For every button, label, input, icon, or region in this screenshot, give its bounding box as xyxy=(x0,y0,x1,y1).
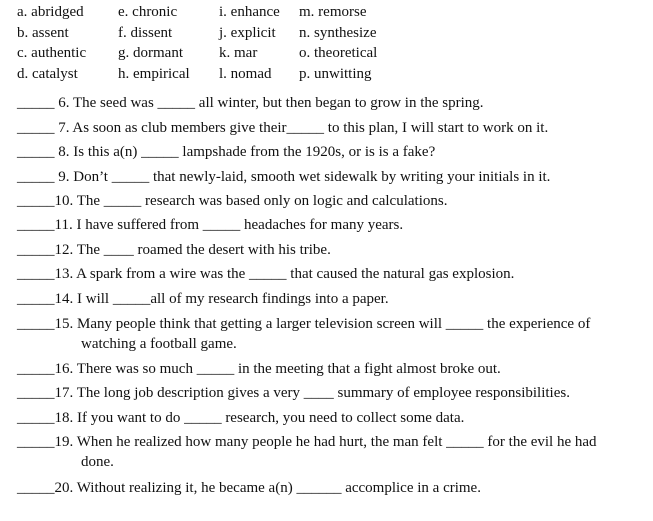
question-17 xyxy=(17,383,570,403)
question-text: _____ 8. Is this a(n) _____ lampshade from the 1920s, or is is a fake? xyxy=(17,144,436,160)
question-text: _____ 6. The seed was _____ all winter, but then began to grow in the spring. xyxy=(17,95,484,111)
question-12 xyxy=(17,240,331,260)
question-text: _____10. The _____ research was based only on logic and calculations. xyxy=(17,193,448,209)
question-text: _____19. When he realized how many people he had hurt, the man felt _____ for the evil he had xyxy=(17,434,597,450)
word-bank-entry: e. chronic xyxy=(118,4,178,20)
word-bank-entry: a. abridged xyxy=(17,4,84,20)
question-text: _____18. If you want to do _____ research, you need to collect some data. xyxy=(17,410,465,426)
question-text: _____17. The long job description gives a very ____ summary of employee responsibilities. xyxy=(17,385,570,401)
question-14 xyxy=(17,289,389,309)
question-15 xyxy=(17,314,590,354)
word-bank-entry: g. dormant xyxy=(118,45,183,61)
question-text: _____ 7. As soon as club members give their_____ to this plan, I will start to work on it. xyxy=(17,120,549,136)
question-18 xyxy=(17,408,464,428)
word-bank-entry: m. remorse xyxy=(299,4,367,20)
word-bank-entry: c. authentic xyxy=(17,45,87,61)
question-text-continued: watching a football game. xyxy=(81,336,237,352)
word-bank-entry: l. nomad xyxy=(219,65,272,82)
question-6 xyxy=(17,93,484,113)
word-bank-entry: b. assent xyxy=(17,24,69,41)
question-10 xyxy=(17,191,447,211)
word-bank-entry: p. unwitting xyxy=(299,65,372,82)
question-8 xyxy=(17,142,435,162)
question-text: _____13. A spark from a wire was the _____ that caused the natural gas explosion. xyxy=(17,266,515,282)
question-11 xyxy=(17,215,403,235)
word-bank-entry: o. theoretical xyxy=(299,45,378,61)
word-bank-entry: f. dissent xyxy=(118,24,173,41)
word-bank-entry: h. empirical xyxy=(118,65,190,82)
question-20 xyxy=(17,478,481,498)
question-7 xyxy=(17,118,548,138)
question-19 xyxy=(17,432,597,472)
question-16 xyxy=(17,359,501,379)
question-text: _____11. I have suffered from _____ headaches for many years. xyxy=(17,217,404,233)
word-bank-entry: j. explicit xyxy=(219,24,276,41)
question-text: _____14. I will _____all of my research findings into a paper. xyxy=(17,291,389,307)
question-text: _____12. The ____ roamed the desert with his tribe. xyxy=(17,242,331,258)
question-13 xyxy=(17,264,514,284)
word-bank-entry: i. enhance xyxy=(219,4,280,20)
question-text: _____15. Many people think that getting a larger television screen will _____ the experience of xyxy=(17,316,591,332)
word-bank-entry: k. mar xyxy=(219,45,258,61)
word-bank-entry: n. synthesize xyxy=(299,24,377,41)
question-text: _____ 9. Don’t _____ that newly-laid, smooth wet sidewalk by writing your initials in it. xyxy=(17,169,551,185)
question-text: _____16. There was so much _____ in the meeting that a fight almost broke out. xyxy=(17,361,501,377)
question-text: _____20. Without realizing it, he became a(n) ______ accomplice in a crime. xyxy=(17,480,481,496)
word-bank-entry: d. catalyst xyxy=(17,65,78,82)
question-9 xyxy=(17,167,550,187)
question-text-continued: done. xyxy=(81,454,114,470)
